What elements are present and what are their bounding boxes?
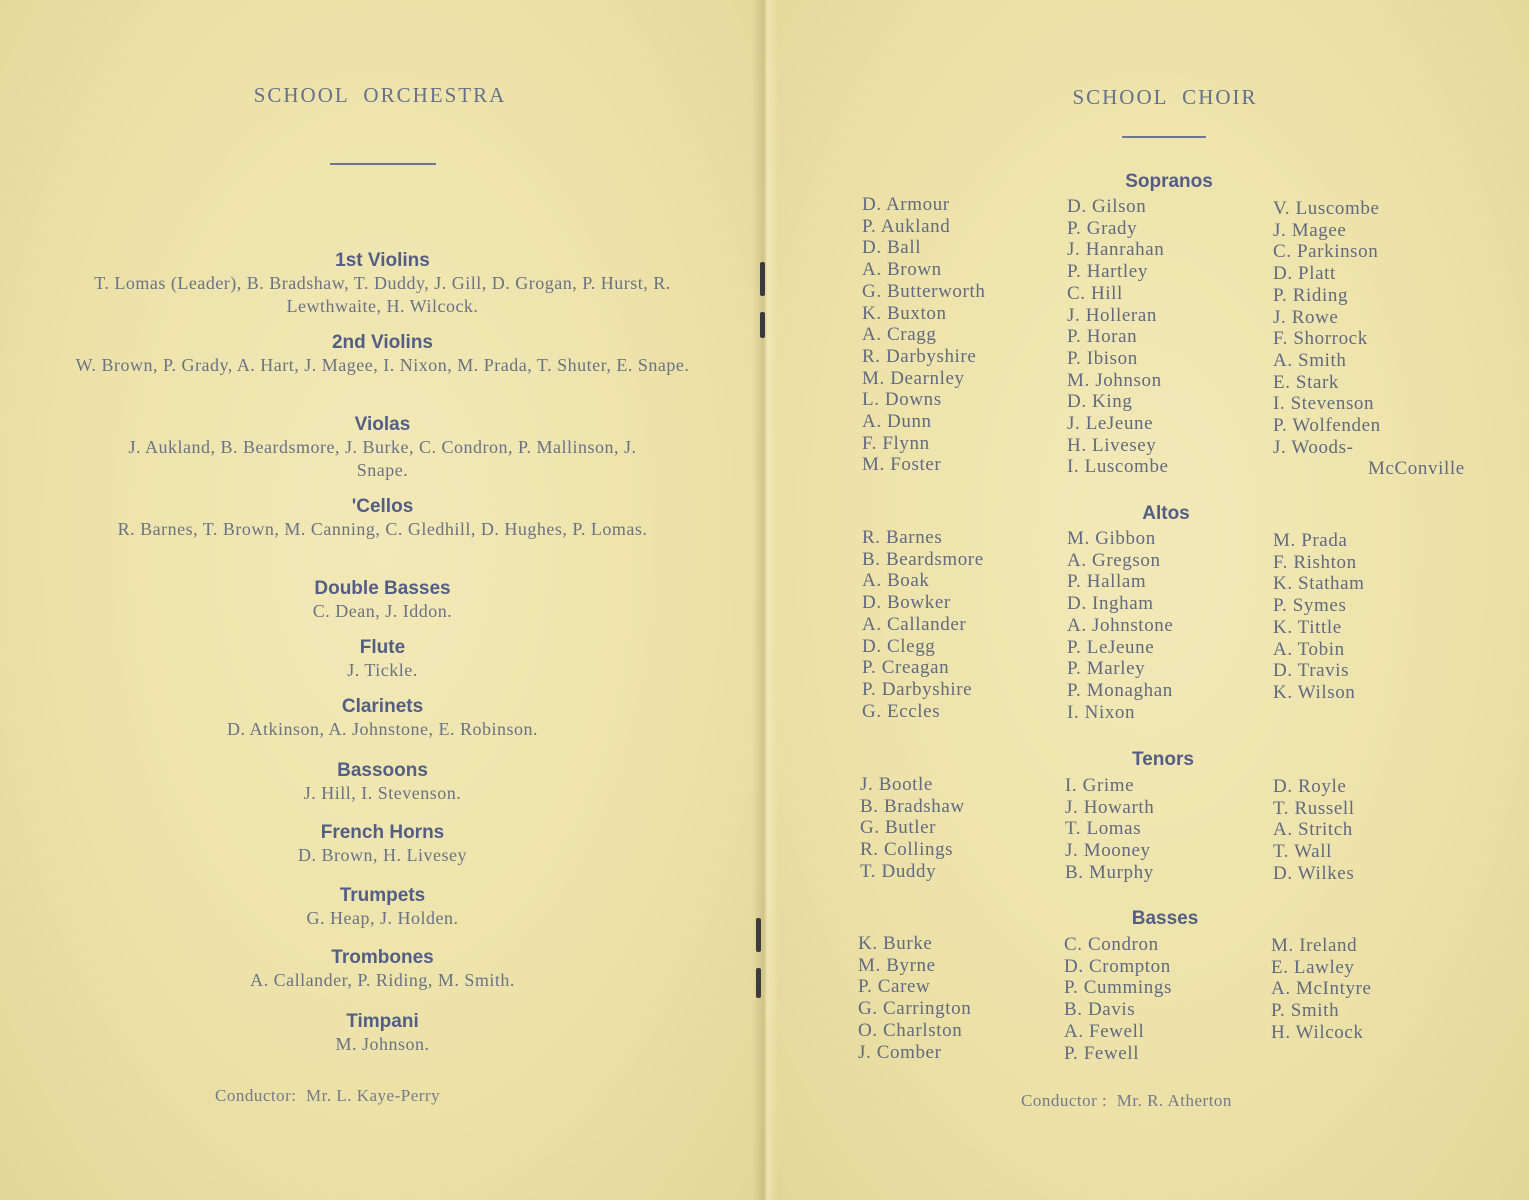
choir-member: D. Ball xyxy=(862,237,922,259)
orchestra-title: SCHOOL ORCHESTRA xyxy=(253,83,507,107)
section-heading: 2nd Violins xyxy=(331,332,433,353)
choir-member: M. Dearnley xyxy=(862,367,965,389)
choir-member: A. Stritch xyxy=(1273,819,1353,841)
choir-member: P. Grady xyxy=(1067,217,1138,239)
section-members: G. Heap, J. Holden. xyxy=(306,908,459,928)
choir-member: J. Woods- xyxy=(1273,436,1354,458)
choir-member: P. Symes xyxy=(1273,595,1347,617)
choir-member: D. Gilson xyxy=(1067,196,1147,217)
choir-member: P. Cummings xyxy=(1064,977,1172,999)
choir-member: E. Stark xyxy=(1273,371,1340,393)
choir-member: A. Smith xyxy=(1273,349,1347,371)
sopranos-column xyxy=(862,194,985,476)
choir-member: J. LeJeune xyxy=(1067,413,1154,435)
choir-member: J. Magee xyxy=(1273,219,1347,241)
tenors-column xyxy=(860,774,965,883)
section-trumpets xyxy=(60,885,705,930)
choir-conductor: Conductor : Mr. R. Atherton xyxy=(1021,1091,1232,1110)
choir-member: C. Condron xyxy=(1064,934,1159,955)
sopranos-column xyxy=(1067,196,1169,478)
choir-member: I. Stevenson xyxy=(1273,393,1375,415)
section-trombones xyxy=(60,947,705,992)
choir-member: A. Dunn xyxy=(862,411,932,433)
sopranos-column xyxy=(1273,198,1465,480)
choir-member: A. McIntyre xyxy=(1271,978,1372,1000)
title-rule xyxy=(1122,136,1206,138)
section-cellos xyxy=(60,496,705,541)
choir-member: P. Marley xyxy=(1067,658,1146,680)
section-heading: Trumpets xyxy=(339,885,426,906)
section-members: D. Atkinson, A. Johnstone, E. Robinson. xyxy=(226,719,539,739)
section-members: W. Brown, P. Grady, A. Hart, J. Magee, I. Nixon, M. Prada, T. Shuter, E. Snape. xyxy=(75,355,690,375)
choir-member: B. Beardsmore xyxy=(862,548,984,570)
choir-member: F. Flynn xyxy=(862,432,930,454)
orchestra-conductor: Conductor: Mr. L. Kaye-Perry xyxy=(215,1086,441,1105)
section-french-horns xyxy=(60,822,705,867)
choir-member: P. Carew xyxy=(858,976,931,998)
section-members: J. Hill, I. Stevenson. xyxy=(303,783,462,803)
section-members: A. Callander, P. Riding, M. Smith. xyxy=(250,970,515,990)
choir-member: E. Lawley xyxy=(1271,956,1355,978)
choir-member: F. Shorrock xyxy=(1273,328,1368,350)
choir-member: A. Tobin xyxy=(1273,638,1345,660)
choir-member: D. Travis xyxy=(1273,660,1350,682)
choir-member: L. Downs xyxy=(862,389,942,411)
choir-member: D. Royle xyxy=(1273,776,1347,797)
choir-member: D. Crompton xyxy=(1064,955,1171,977)
section-heading: Clarinets xyxy=(341,696,424,717)
choir-member: P. Darbyshire xyxy=(862,678,973,700)
choir-member: G. Butterworth xyxy=(862,280,986,302)
choir-member: R. Collings xyxy=(860,839,954,861)
choir-member: P. Ibison xyxy=(1067,347,1138,369)
choir-member: G. Carrington xyxy=(858,998,972,1020)
choir-member: K. Burke xyxy=(858,933,933,954)
section-heading: Bassoons xyxy=(337,760,428,781)
choir-member: A. Boak xyxy=(862,570,930,592)
section-heading: French Horns xyxy=(320,822,445,843)
tenors-column xyxy=(1065,775,1154,884)
section-members: R. Barnes, T. Brown, M. Canning, C. Gledhill, D. Hughes, P. Lomas. xyxy=(117,519,648,539)
section-double-basses xyxy=(60,578,705,623)
tenors-column xyxy=(1273,776,1355,885)
section-members: D. Brown, H. Livesey xyxy=(298,845,467,865)
basses-heading: Basses xyxy=(1131,908,1199,929)
choir-member: P. Hallam xyxy=(1067,571,1147,593)
section-heading: Flute xyxy=(359,637,406,658)
choir-member: J. Howarth xyxy=(1065,796,1155,818)
choir-member: R. Barnes xyxy=(862,527,943,548)
basses-column xyxy=(1271,935,1372,1044)
choir-member: F. Rishton xyxy=(1273,551,1357,573)
altos-column xyxy=(1067,528,1173,723)
choir-member: A. Callander xyxy=(862,613,967,635)
choir-member: T. Wall xyxy=(1273,841,1332,863)
choir-member: J. Bootle xyxy=(860,774,933,795)
altos-column xyxy=(862,527,984,722)
section-clarinets xyxy=(60,696,705,741)
choir-member: O. Charlston xyxy=(858,1019,963,1041)
choir-member: A. Gregson xyxy=(1067,549,1161,571)
choir-member: P. Fewell xyxy=(1064,1042,1140,1064)
choir-member: H. Wilcock xyxy=(1271,1021,1364,1043)
choir-member: A. Fewell xyxy=(1064,1020,1145,1042)
choir-member: P. LeJeune xyxy=(1067,636,1155,658)
section-heading: 'Cellos xyxy=(351,496,414,517)
choir-member: C. Parkinson xyxy=(1273,241,1379,263)
basses-column xyxy=(858,933,971,1063)
choir-member: H. Livesey xyxy=(1067,434,1157,456)
choir-member: K. Statham xyxy=(1273,573,1365,595)
section-1st-violins xyxy=(60,250,705,318)
section-members: T. Lomas (Leader), B. Bradshaw, T. Duddy, J. Gill, D. Grogan, P. Hurst, R. Lewthwaite, H. Wilcock. xyxy=(94,273,671,316)
section-heading: Trombones xyxy=(331,947,434,968)
choir-member: D. Bowker xyxy=(862,592,951,614)
section-members: J. Tickle. xyxy=(347,660,418,680)
choir-member: R. Darbyshire xyxy=(862,345,977,367)
sopranos-heading: Sopranos xyxy=(1125,171,1213,192)
choir-member: T. Russell xyxy=(1273,797,1355,819)
section-heading: Violas xyxy=(354,414,411,435)
choir-member: K. Wilson xyxy=(1273,681,1356,703)
altos-heading: Altos xyxy=(1142,503,1190,524)
choir-member: A. Brown xyxy=(862,259,942,281)
staple xyxy=(756,968,761,998)
title-rule xyxy=(330,163,436,165)
choir-member: P. Hartley xyxy=(1067,261,1148,283)
section-members: C. Dean, J. Iddon. xyxy=(312,601,453,621)
choir-member: P. Wolfenden xyxy=(1273,415,1381,437)
choir-title: SCHOOL CHOIR xyxy=(1072,85,1258,109)
page-fold xyxy=(752,0,778,1200)
choir-member: M. Johnson xyxy=(1067,369,1162,391)
choir-member: J. Rowe xyxy=(1273,306,1339,328)
choir-member: B. Bradshaw xyxy=(860,795,965,817)
choir-member: D. Wilkes xyxy=(1273,862,1355,884)
choir-member: M. Ireland xyxy=(1271,935,1358,956)
section-heading: Double Basses xyxy=(314,578,451,599)
section-heading: 1st Violins xyxy=(335,250,430,271)
staple xyxy=(756,918,761,952)
choir-member: P. Horan xyxy=(1067,326,1138,348)
choir-member: M. Foster xyxy=(862,454,942,476)
choir-member: D. Clegg xyxy=(862,635,936,657)
choir-member: M. Byrne xyxy=(858,954,936,976)
choir-member: D. Platt xyxy=(1273,263,1336,285)
choir-member: V. Luscombe xyxy=(1273,198,1380,219)
choir-member: T. Duddy xyxy=(860,860,937,882)
choir-member: P. Smith xyxy=(1271,1000,1340,1022)
choir-member: J. Hanrahan xyxy=(1067,239,1165,261)
choir-member: G. Eccles xyxy=(862,700,941,722)
choir-member: McConville xyxy=(1368,458,1465,480)
choir-member: J. Comber xyxy=(858,1041,942,1063)
choir-member: D. Ingham xyxy=(1067,593,1154,615)
choir-member: I. Grime xyxy=(1065,775,1135,796)
choir-member: A. Johnstone xyxy=(1067,614,1174,636)
section-violas xyxy=(60,414,705,482)
staple xyxy=(760,262,765,296)
choir-member: P. Aukland xyxy=(862,215,951,237)
choir-member: G. Butler xyxy=(860,817,937,839)
choir-member: I. Luscombe xyxy=(1067,456,1169,478)
basses-column xyxy=(1064,934,1172,1064)
choir-member: J. Mooney xyxy=(1065,840,1151,862)
staple xyxy=(760,312,765,338)
choir-member: I. Nixon xyxy=(1067,701,1136,723)
choir-member: K. Buxton xyxy=(862,302,947,324)
section-members: J. Aukland, B. Beardsmore, J. Burke, C. Condron, P. Mallinson, J. Snape. xyxy=(128,437,637,480)
choir-member: B. Murphy xyxy=(1065,861,1154,883)
section-bassoons xyxy=(60,760,705,805)
section-2nd-violins xyxy=(60,332,705,377)
choir-member: K. Tittle xyxy=(1273,616,1342,638)
tenors-heading: Tenors xyxy=(1132,749,1194,770)
choir-member: P. Monaghan xyxy=(1067,679,1173,701)
section-flute xyxy=(60,637,705,682)
choir-member: P. Riding xyxy=(1273,284,1349,306)
altos-column xyxy=(1273,530,1365,704)
choir-member: P. Creagan xyxy=(862,657,950,679)
choir-member: M. Gibbon xyxy=(1067,528,1156,549)
section-timpani xyxy=(60,1011,705,1056)
choir-member: T. Lomas xyxy=(1065,818,1142,840)
choir-member: J. Holleran xyxy=(1067,304,1157,326)
choir-member: B. Davis xyxy=(1064,999,1136,1021)
section-heading: Timpani xyxy=(346,1011,419,1032)
choir-member: C. Hill xyxy=(1067,282,1123,304)
choir-member: M. Prada xyxy=(1273,530,1348,551)
section-members: M. Johnson. xyxy=(335,1034,430,1054)
choir-member: D. Armour xyxy=(862,194,950,215)
choir-member: A. Cragg xyxy=(862,324,937,346)
choir-member: D. King xyxy=(1067,391,1133,413)
